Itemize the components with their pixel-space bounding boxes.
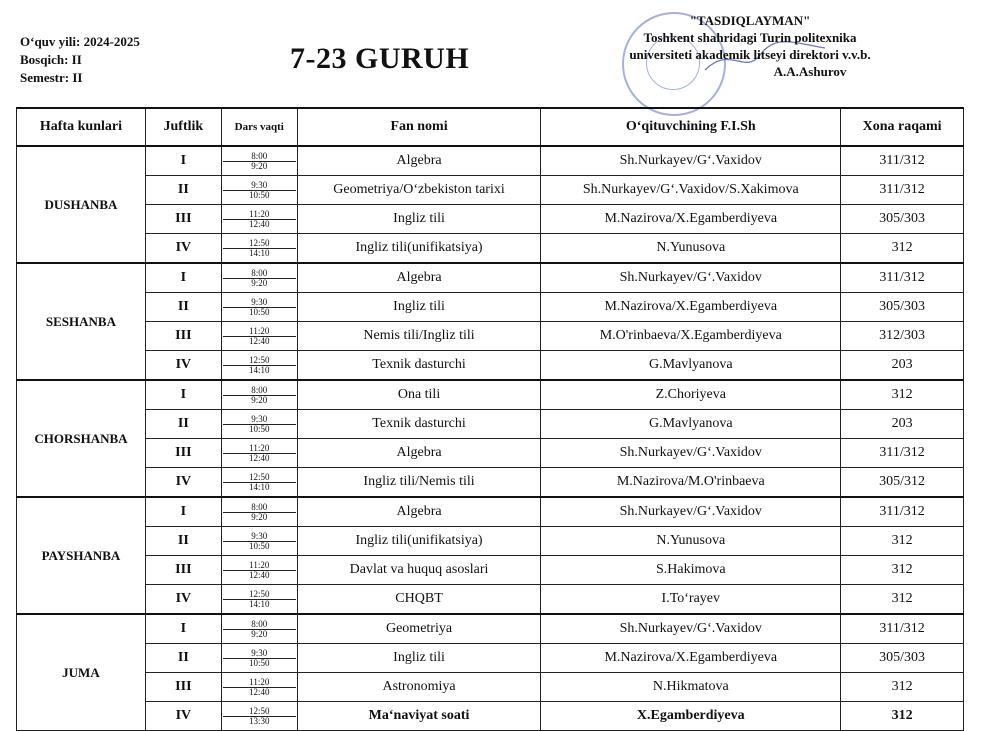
table-row [17, 351, 964, 381]
room-number: 311/312 [841, 614, 964, 644]
time-start: 9:30 [223, 298, 296, 308]
time-start: 9:30 [223, 415, 296, 425]
time-end: 10:50 [248, 540, 270, 551]
time-start: 11:20 [223, 444, 296, 454]
subject-name: Algebra [297, 146, 541, 176]
time-end: 13:30 [248, 715, 270, 726]
lesson-time [221, 497, 297, 527]
time-end: 12:40 [248, 335, 270, 346]
day-name: SESHANBA [17, 263, 146, 380]
table-row [17, 614, 964, 644]
approval-line-1: Toshkent shahridagi Turin politexnika [643, 30, 857, 45]
lesson-time [221, 702, 297, 731]
table-row [17, 585, 964, 615]
pair-number: IV [145, 585, 221, 615]
table-row [17, 468, 964, 498]
lesson-time [221, 556, 297, 585]
table-row [17, 527, 964, 556]
room-number: 203 [841, 351, 964, 381]
room-number: 312/303 [841, 322, 964, 351]
table-row [17, 410, 964, 439]
teacher-name: Sh.Nurkayev/G‘.Vaxidov [541, 497, 841, 527]
lesson-time [221, 205, 297, 234]
time-end: 14:10 [248, 481, 270, 492]
time-end: 12:40 [248, 218, 270, 229]
room-number: 305/303 [841, 205, 964, 234]
lesson-time [221, 614, 297, 644]
subject-name: Davlat va huquq asoslari [297, 556, 541, 585]
time-start: 11:20 [223, 561, 296, 571]
pair-number: II [145, 293, 221, 322]
room-number: 311/312 [841, 263, 964, 293]
approval-heading: "TASDIQLAYMAN" [689, 13, 811, 28]
meta-block [20, 33, 140, 87]
day-name: JUMA [17, 614, 146, 731]
subject-name: Ma‘naviyat soati [297, 702, 541, 731]
time-end: 10:50 [248, 189, 270, 200]
subject-name: Algebra [297, 263, 541, 293]
lesson-time [221, 176, 297, 205]
teacher-name: N.Hikmatova [541, 673, 841, 702]
time-end: 9:20 [251, 277, 268, 288]
teacher-name: Sh.Nurkayev/G‘.Vaxidov [541, 263, 841, 293]
table-row [17, 673, 964, 702]
time-start: 12:50 [223, 707, 296, 717]
time-end: 14:10 [248, 598, 270, 609]
time-end: 12:40 [248, 452, 270, 463]
time-start: 11:20 [223, 327, 296, 337]
table-row [17, 293, 964, 322]
pair-number: III [145, 439, 221, 468]
time-start: 12:50 [223, 590, 296, 600]
room-number: 311/312 [841, 146, 964, 176]
schedule-body [17, 146, 964, 731]
teacher-name: M.Nazirova/M.O'rinbaeva [541, 468, 841, 498]
subject-name: Geometriya [297, 614, 541, 644]
teacher-name: Sh.Nurkayev/G‘.Vaxidov [541, 146, 841, 176]
teacher-name: M.Nazirova/X.Egamberdiyeva [541, 293, 841, 322]
room-number: 312 [841, 673, 964, 702]
teacher-name: S.Hakimova [541, 556, 841, 585]
teacher-name: M.Nazirova/X.Egamberdiyeva [541, 205, 841, 234]
teacher-name: G.Mavlyanova [541, 410, 841, 439]
room-number: 312 [841, 234, 964, 264]
lesson-time [221, 527, 297, 556]
subject-name: CHQBT [297, 585, 541, 615]
room-number: 305/303 [841, 644, 964, 673]
header-day: Hafta kunlari [17, 108, 146, 146]
table-row [17, 702, 964, 731]
room-number: 312 [841, 380, 964, 410]
lesson-time [221, 439, 297, 468]
subject-name: Ingliz tili/Nemis tili [297, 468, 541, 498]
lesson-time [221, 293, 297, 322]
lesson-time [221, 146, 297, 176]
lesson-time [221, 263, 297, 293]
time-start: 9:30 [223, 532, 296, 542]
subject-name: Ingliz tili [297, 293, 541, 322]
header-teacher: O‘qituvchining F.I.Sh [541, 108, 841, 146]
teacher-name: N.Yunusova [541, 234, 841, 264]
time-end: 10:50 [248, 657, 270, 668]
lesson-time [221, 234, 297, 264]
room-number: 312 [841, 556, 964, 585]
time-end: 10:50 [248, 306, 270, 317]
subject-name: Ingliz tili(unifikatsiya) [297, 527, 541, 556]
header-pair: Juftlik [145, 108, 221, 146]
pair-number: IV [145, 234, 221, 264]
time-end: 12:40 [248, 569, 270, 580]
table-row [17, 205, 964, 234]
schedule-table [16, 107, 964, 731]
pair-number: III [145, 205, 221, 234]
table-row [17, 146, 964, 176]
time-start: 12:50 [223, 473, 296, 483]
time-start: 12:50 [223, 239, 296, 249]
subject-name: Texnik dasturchi [297, 410, 541, 439]
page-title: 7-23 GURUH [290, 42, 470, 75]
time-end: 10:50 [248, 423, 270, 434]
time-start: 8:00 [223, 152, 296, 162]
lesson-time [221, 585, 297, 615]
room-number: 312 [841, 585, 964, 615]
subject-name: Ingliz tili(unifikatsiya) [297, 234, 541, 264]
pair-number: II [145, 176, 221, 205]
time-start: 12:50 [223, 356, 296, 366]
room-number: 312 [841, 702, 964, 731]
table-row [17, 263, 964, 293]
pair-number: I [145, 380, 221, 410]
day-name: CHORSHANBA [17, 380, 146, 497]
academic-year: O‘quv yili: 2024-2025 [20, 34, 140, 49]
subject-name: Astronomiya [297, 673, 541, 702]
pair-number: IV [145, 351, 221, 381]
table-row [17, 556, 964, 585]
time-end: 14:10 [248, 247, 270, 258]
time-start: 11:20 [223, 210, 296, 220]
pair-number: I [145, 263, 221, 293]
teacher-name: Sh.Nurkayev/G‘.Vaxidov/S.Xakimova [541, 176, 841, 205]
time-end: 12:40 [248, 686, 270, 697]
time-start: 8:00 [223, 386, 296, 396]
subject-name: Ingliz tili [297, 205, 541, 234]
room-number: 312 [841, 527, 964, 556]
time-end: 14:10 [248, 364, 270, 375]
time-start: 8:00 [223, 269, 296, 279]
stage: Bosqich: II [20, 52, 82, 67]
table-row [17, 644, 964, 673]
time-start: 11:20 [223, 678, 296, 688]
room-number: 311/312 [841, 439, 964, 468]
subject-name: Ingliz tili [297, 644, 541, 673]
table-row [17, 234, 964, 264]
room-number: 305/303 [841, 293, 964, 322]
subject-name: Nemis tili/Ingliz tili [297, 322, 541, 351]
pair-number: III [145, 322, 221, 351]
time-start: 9:30 [223, 649, 296, 659]
teacher-name: Sh.Nurkayev/G‘.Vaxidov [541, 614, 841, 644]
teacher-name: Sh.Nurkayev/G‘.Vaxidov [541, 439, 841, 468]
teacher-name: Z.Choriyeva [541, 380, 841, 410]
room-number: 311/312 [841, 497, 964, 527]
time-end: 9:20 [251, 394, 268, 405]
lesson-time [221, 351, 297, 381]
room-number: 311/312 [841, 176, 964, 205]
pair-number: II [145, 527, 221, 556]
table-row [17, 439, 964, 468]
lesson-time [221, 644, 297, 673]
table-row [17, 176, 964, 205]
time-end: 9:20 [251, 160, 268, 171]
table-row [17, 380, 964, 410]
header-room: Xona raqami [841, 108, 964, 146]
time-start: 9:30 [223, 181, 296, 191]
pair-number: IV [145, 702, 221, 731]
lesson-time [221, 673, 297, 702]
pair-number: II [145, 410, 221, 439]
approval-line-2: universiteti akademik litseyi direktori v.v.b. [629, 47, 871, 62]
approval-signer: A.A.Ashurov [773, 64, 847, 79]
time-end: 9:20 [251, 628, 268, 639]
lesson-time [221, 380, 297, 410]
room-number: 203 [841, 410, 964, 439]
table-row [17, 322, 964, 351]
table-header-row [17, 108, 964, 146]
header-subject: Fan nomi [297, 108, 541, 146]
teacher-name: N.Yunusova [541, 527, 841, 556]
pair-number: I [145, 497, 221, 527]
teacher-name: M.Nazirova/X.Egamberdiyeva [541, 644, 841, 673]
subject-name: Ona tili [297, 380, 541, 410]
subject-name: Geometriya/O‘zbekiston tarixi [297, 176, 541, 205]
table-row [17, 497, 964, 527]
time-start: 8:00 [223, 503, 296, 513]
pair-number: II [145, 644, 221, 673]
time-end: 9:20 [251, 511, 268, 522]
pair-number: I [145, 146, 221, 176]
subject-name: Texnik dasturchi [297, 351, 541, 381]
subject-name: Algebra [297, 497, 541, 527]
pair-number: IV [145, 468, 221, 498]
lesson-time [221, 410, 297, 439]
teacher-name: M.O'rinbaeva/X.Egamberdiyeva [541, 322, 841, 351]
pair-number: I [145, 614, 221, 644]
teacher-name: X.Egamberdiyeva [541, 702, 841, 731]
subject-name: Algebra [297, 439, 541, 468]
room-number: 305/312 [841, 468, 964, 498]
lesson-time [221, 322, 297, 351]
pair-number: III [145, 556, 221, 585]
semester: Semestr: II [20, 70, 83, 85]
teacher-name: G.Mavlyanova [541, 351, 841, 381]
day-name: PAYSHANBA [17, 497, 146, 614]
day-name: DUSHANBA [17, 146, 146, 263]
pair-number: III [145, 673, 221, 702]
approval-block [590, 12, 910, 80]
header-time: Dars vaqti [221, 108, 297, 146]
lesson-time [221, 468, 297, 498]
time-start: 8:00 [223, 620, 296, 630]
teacher-name: I.To‘rayev [541, 585, 841, 615]
